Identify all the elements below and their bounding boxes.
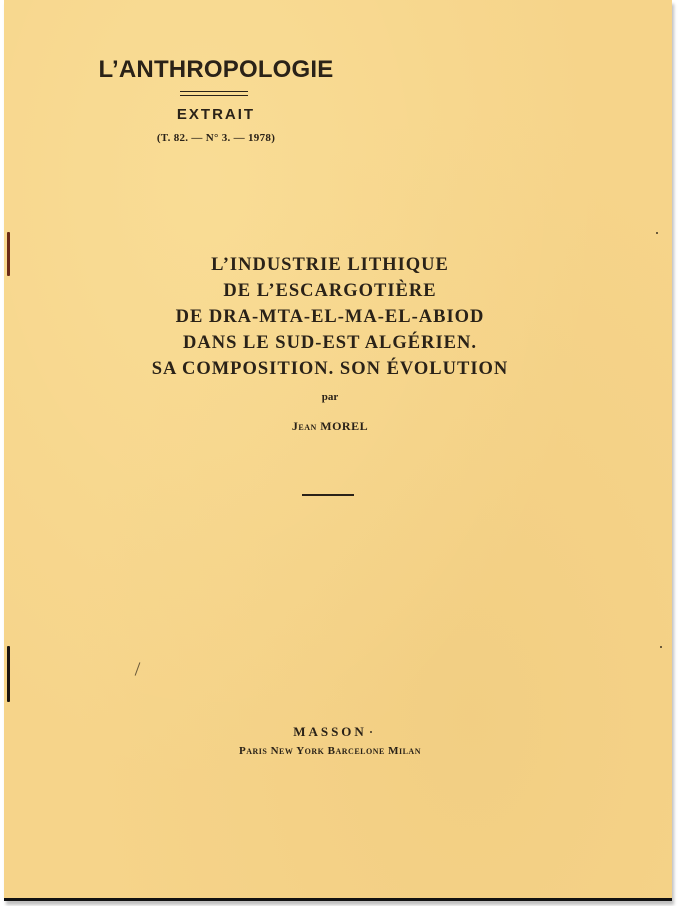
article-title	[104, 252, 556, 382]
author-first-name: Jean	[291, 419, 317, 433]
separator-rule	[302, 494, 354, 496]
by-label: par	[321, 391, 339, 403]
journal-title: L’ANTHROPOLOGIE	[98, 56, 334, 83]
publisher-cities: Paris New York Barcelone Milan	[239, 745, 421, 757]
paper-speck	[135, 662, 141, 675]
article-title-line: DANS LE SUD-EST ALGÉRIEN.	[182, 333, 478, 353]
article-title-line: L’INDUSTRIE LITHIQUE	[211, 255, 449, 275]
publisher-name: MASSON	[293, 724, 367, 739]
author-last-name: MOREL	[320, 419, 369, 433]
article-title-line: SA COMPOSITION. SON ÉVOLUTION	[151, 359, 509, 379]
staple-top	[7, 232, 10, 276]
title-double-rule	[180, 91, 248, 96]
issue-citation: (T. 82. — N° 3. — 1978)	[156, 132, 276, 144]
staple-bottom	[7, 646, 10, 702]
article-title-line: DE L’ESCARGOTIÈRE	[223, 281, 437, 301]
paper-speck	[656, 232, 658, 234]
extract-label: EXTRAIT	[176, 106, 256, 123]
cover-page	[4, 0, 672, 901]
paper-speck	[660, 646, 662, 648]
article-title-line: DE DRA-MTA-EL-MA-EL-ABIOD	[175, 307, 485, 327]
paper-speck	[370, 731, 372, 733]
author-name	[254, 419, 406, 434]
